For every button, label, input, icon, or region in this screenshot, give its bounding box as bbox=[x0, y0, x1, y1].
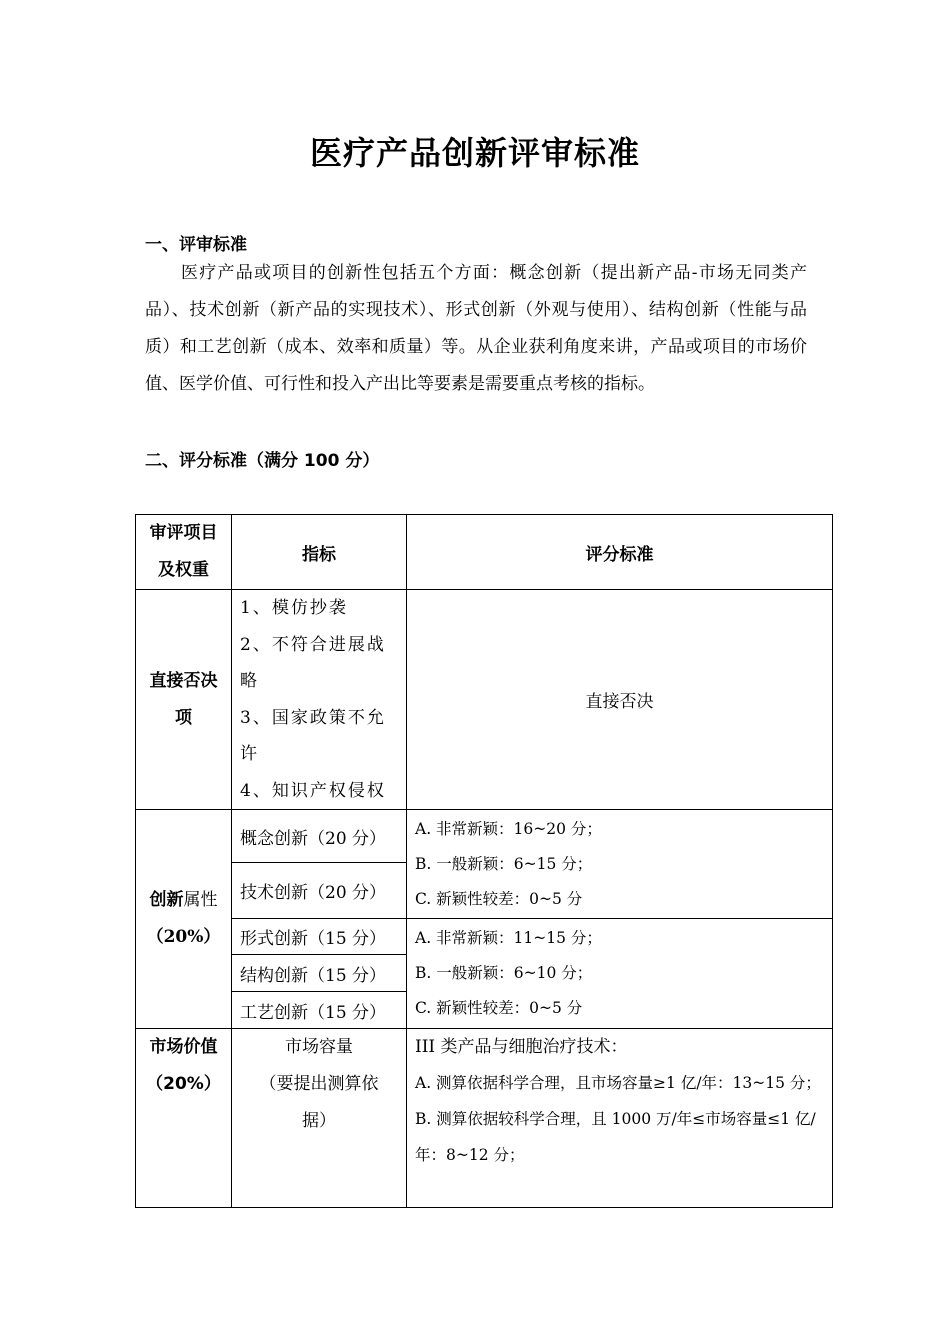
veto-indicator: 2、不符合进展战略 bbox=[240, 634, 386, 691]
veto-category: 直接否决项 bbox=[136, 590, 232, 810]
veto-indicator: 3、国家政策不允许 bbox=[240, 707, 386, 764]
market-criteria bbox=[407, 1029, 833, 1208]
innovation-category bbox=[136, 810, 232, 1029]
market-indicator bbox=[232, 1029, 407, 1208]
criteria-item: A. 非常新颖：16~20 分； bbox=[415, 819, 602, 838]
indicator-concept: 概念创新（20 分） bbox=[232, 810, 407, 863]
table-row-form-innovation bbox=[136, 919, 833, 955]
header-category: 审评项目及权重 bbox=[136, 515, 232, 590]
market-category bbox=[136, 1029, 232, 1208]
header-indicator: 指标 bbox=[232, 515, 407, 590]
intro-paragraph: 医疗产品或项目的创新性包括五个方面：概念创新（提出新产品-市场无同类产品）、技术创新（新产品的实现技术）、形式创新（外观与使用）、结构创新（性能与品质）和工艺创新（成本、效率和质量）等。从企业获利角度来讲，产品或项目的市场价值、医学价值、可行性和投入产出比等要素是需要重点考核的指标。 bbox=[145, 263, 807, 394]
veto-indicator: 4、知识产权侵权 bbox=[240, 780, 386, 801]
market-indicator-line2: （要提出测算依据） bbox=[259, 1074, 379, 1131]
veto-criteria: 直接否决 bbox=[407, 590, 833, 810]
veto-indicators bbox=[232, 590, 407, 810]
veto-indicator: 1、模仿抄袭 bbox=[240, 598, 348, 618]
criteria-item: B. 一般新颖：6~10 分； bbox=[415, 964, 593, 982]
indicator-structure: 结构创新（15 分） bbox=[232, 955, 407, 992]
table-row-concept-innovation bbox=[136, 810, 833, 863]
market-indicator-line1: 市场容量 bbox=[285, 1037, 353, 1057]
table-row-market-value bbox=[136, 1029, 833, 1208]
indicator-form: 形式创新（15 分） bbox=[232, 919, 407, 955]
header-criteria: 评分标准 bbox=[407, 515, 833, 590]
innovation-category-normal: 属性 bbox=[183, 890, 218, 910]
document-title: 医疗产品创新评审标准 bbox=[309, 134, 640, 172]
criteria-item: B. 一般新颖：6~15 分； bbox=[415, 854, 593, 873]
criteria-group-1 bbox=[407, 810, 833, 919]
criteria-item: A. 测算依据科学合理，且市场容量≥1 亿/年：13~15 分； bbox=[415, 1074, 821, 1092]
criteria-item: III 类产品与细胞治疗技术： bbox=[415, 1037, 628, 1057]
market-category-name: 市场价值 bbox=[149, 1037, 218, 1057]
indicator-process: 工艺创新（15 分） bbox=[232, 992, 407, 1029]
market-weight: （20%） bbox=[146, 1074, 221, 1094]
criteria-item: C. 新颖性较差：0~5 分 bbox=[415, 889, 583, 908]
table-row-veto bbox=[136, 590, 833, 810]
table-header-row bbox=[136, 515, 833, 590]
criteria-group-2 bbox=[407, 919, 833, 1029]
scoring-table bbox=[135, 514, 833, 1208]
criteria-item: B. 测算依据较科学合理，且 1000 万/年≤市场容量≤1 亿/年：8~12 分； bbox=[415, 1110, 816, 1164]
innovation-category-bold: 创新 bbox=[149, 890, 184, 910]
indicator-tech: 技术创新（20 分） bbox=[232, 863, 407, 919]
criteria-item: C. 新颖性较差：0~5 分 bbox=[415, 999, 583, 1017]
innovation-weight: （20%） bbox=[146, 927, 221, 947]
section-heading-scoring-standard: 二、评分标准（满分 100 分） bbox=[145, 451, 380, 471]
section-heading-review-standard: 一、评审标准 bbox=[145, 235, 247, 255]
criteria-item: A. 非常新颖：11~15 分； bbox=[415, 929, 602, 947]
